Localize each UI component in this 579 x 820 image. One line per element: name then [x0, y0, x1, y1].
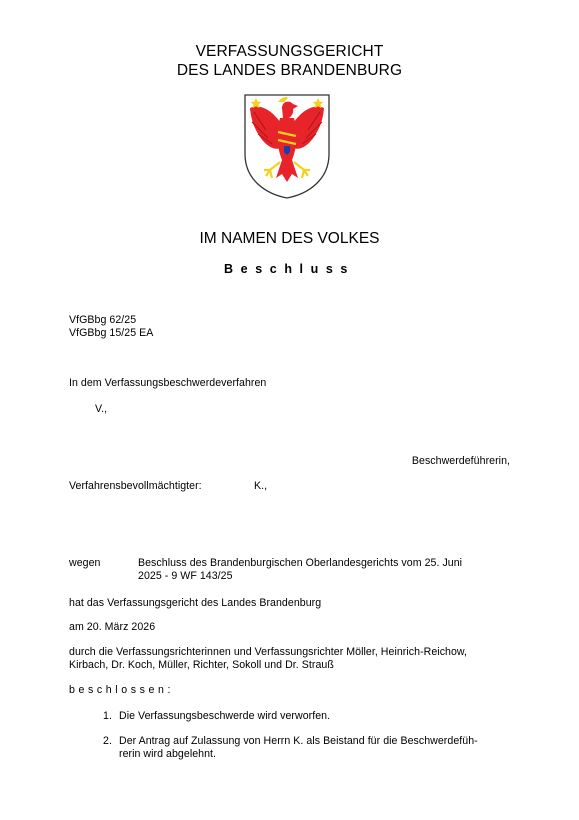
judges-line1: durch die Verfassungsrichterinnen und Verfassungsrichter Möller, Heinrich-Reichow,	[69, 646, 468, 658]
ruling-2	[103, 735, 478, 748]
in-the-name-heading: IM NAMEN DES VOLKES	[199, 230, 380, 247]
document-type-heading: Beschluss	[224, 262, 355, 276]
subject-label: wegen	[69, 557, 101, 569]
resolved-label: beschlossen:	[69, 684, 175, 696]
court-statement: hat das Verfassungsgericht des Landes Brandenburg	[69, 597, 322, 609]
ruling-number: 1.	[103, 710, 112, 722]
ruling-2-continuation: rerin wird abgelehnt.	[119, 748, 217, 760]
brandenburg-eagle-icon	[242, 92, 332, 200]
party-name: V.,	[95, 403, 108, 415]
subject-line2: 2025 - 9 WF 143/25	[138, 570, 233, 582]
counsel-name: K.,	[254, 480, 268, 492]
case-number-1: VfGBbg 62/25	[69, 314, 137, 326]
judges-line2: Kirbach, Dr. Koch, Müller, Richter, Sokoll und Dr. Strauß	[69, 659, 334, 671]
ruling-text: Der Antrag auf Zulassung von Herrn K. als Beistand für die Beschwerdefüh-	[119, 735, 478, 747]
case-number-2: VfGBbg 15/25 EA	[69, 327, 154, 339]
decision-date: am 20. März 2026	[69, 621, 156, 633]
court-name-line2: DES LANDES BRANDENBURG	[176, 62, 403, 79]
ruling-text: Die Verfassungsbeschwerde wird verworfen.	[119, 710, 331, 722]
counsel-label: Verfahrensbevollmächtigter:	[69, 480, 202, 492]
party-role: Beschwerdeführerin,	[411, 455, 510, 467]
ruling-number: 2.	[103, 735, 112, 747]
ruling-1	[103, 710, 330, 723]
court-name-line1: VERFASSUNGSGERICHT	[195, 43, 384, 60]
subject-line1: Beschluss des Brandenburgischen Oberlandesgerichts vom 25. Juni	[138, 557, 463, 569]
proceeding-intro: In dem Verfassungsbeschwerdeverfahren	[69, 377, 267, 389]
